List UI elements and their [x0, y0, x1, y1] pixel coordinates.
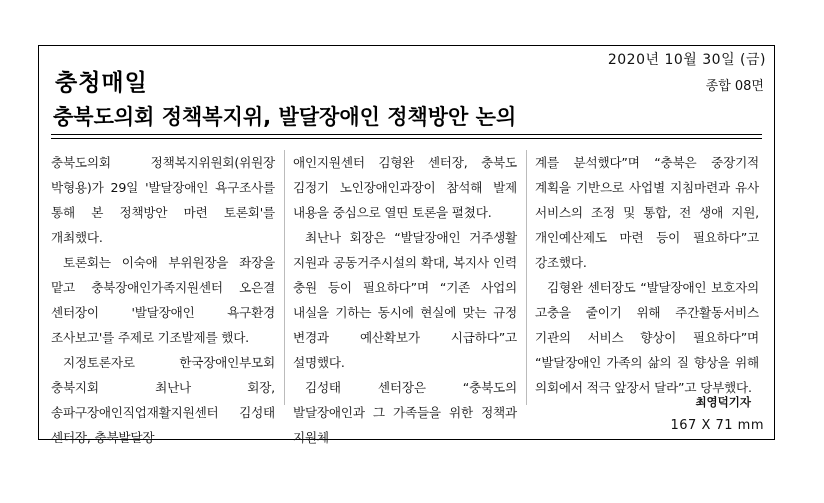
paragraph: 최난나 회장은 “발달장애인 거주생활 지원과 공동거주시설의 확대, 복지사 인력 충원 등이 필요하다”며 “기존 사업의 내실을 기하는 동시에 현실에 맞는 규정 변경과 예산확보가 시급하다”고 설명했다.	[293, 230, 517, 370]
section-page: 종합 08면	[705, 79, 764, 94]
body-column-2	[293, 150, 517, 445]
clipping-size: 167 X 71 mm	[670, 418, 764, 433]
paragraph: 지정토론자로 한국장애인부모회 충북지회 최난나 회장, 송파구장애인직업재활지원센터 김성태 센터장, 충북발달장	[51, 355, 275, 445]
headline-rule-bottom	[51, 138, 762, 139]
column-divider	[284, 150, 285, 405]
body-column-1	[51, 150, 275, 445]
column-divider	[526, 150, 527, 405]
paragraph: 김형완 센터장도 “발달장애인 보호자의 고충을 줄이기 위해 주간활동서비스 기관의 서비스 향상이 필요하다”며 “발달장애인 가족의 삶의 질 향상을 위해 의회에서 적극 앞장서 달라”고 당부했다.	[535, 280, 759, 395]
newspaper-logo: 충청매일	[55, 70, 148, 96]
article-clipping	[38, 45, 775, 445]
paragraph: 충북도의회 정책복지위원회(위원장 박형용)가 29일 '발달장애인 욕구조사를 통해 본 정책방안 마련 토론회'를 개최했다.	[51, 155, 275, 245]
paragraph: 김성태 센터장은 “충북도의 발달장애인과 그 가족들을 위한 정책과 지원체	[293, 380, 517, 445]
article-headline: 충북도의회 정책복지위, 발달장애인 정책방안 논의	[53, 105, 517, 129]
paragraph: 애인지원센터 김형완 센터장, 충북도 김정기 노인장애인과장이 참석해 발제 내용을 중심으로 열띤 토론을 펼쳤다.	[293, 155, 517, 220]
body-column-3	[535, 150, 759, 409]
paragraph: 토론회는 이숙애 부위원장을 좌장을 맡고 충북장애인가족지원센터 오은결 센터장이 '발달장애인 욕구환경 조사보고'를 주제로 기조발제를 했다.	[51, 255, 275, 345]
byline-author: 최영덕기자	[695, 395, 751, 409]
paragraph: 계를 분석했다”며 “충북은 중장기적 계획을 기반으로 사업별 지침마련과 유사 서비스의 조정 및 통합, 전 생애 지원, 개인예산제도 마련 등이 필요하다”고 강조했다.	[535, 155, 759, 270]
publication-date: 2020년 10월 30일 (금)	[607, 52, 766, 68]
headline-rule-top	[51, 134, 762, 135]
